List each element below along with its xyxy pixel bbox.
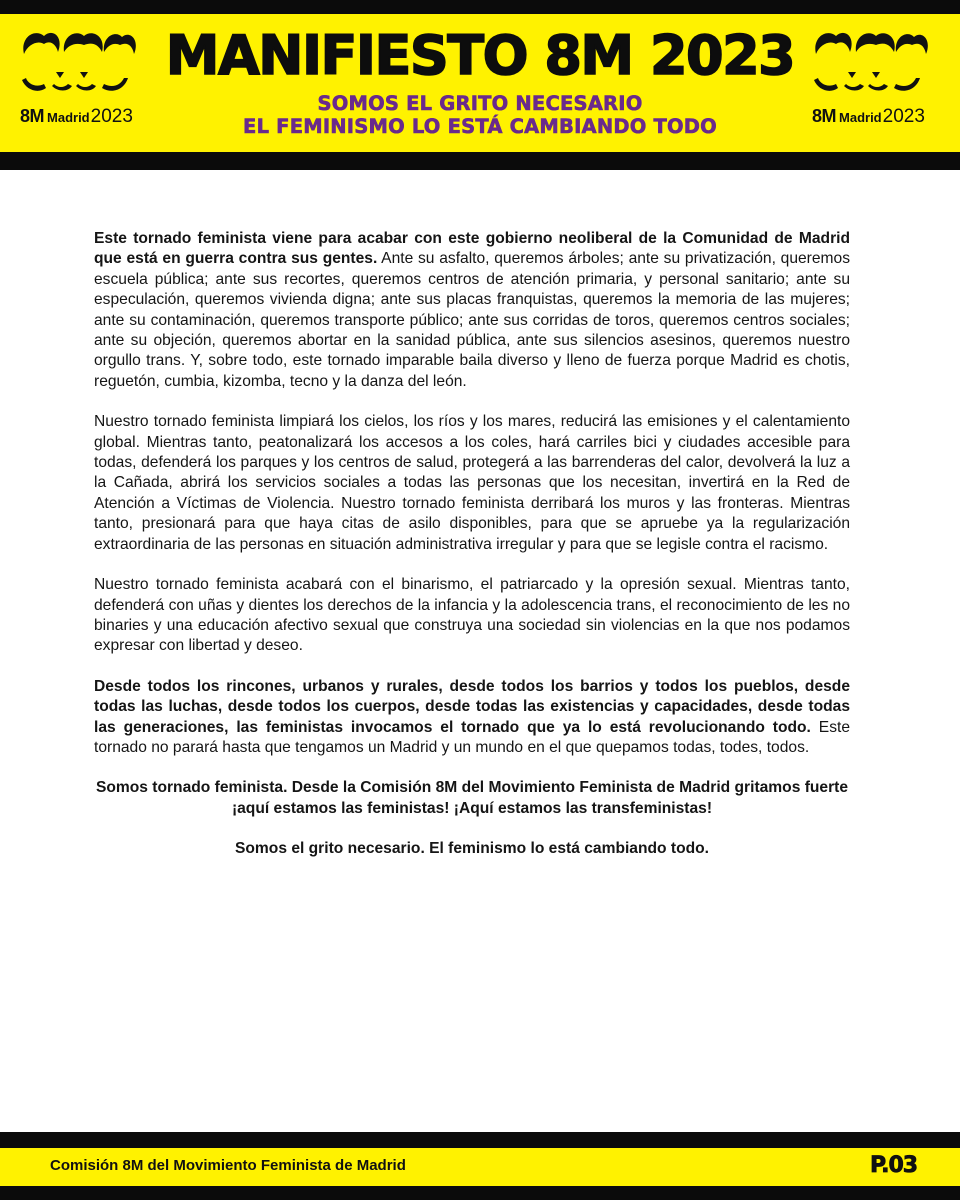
paragraph-1 — [94, 229, 850, 392]
logo-brand: 8M — [20, 106, 45, 126]
logo-8m-madrid-right — [808, 30, 944, 130]
logo-brand: 8M — [812, 106, 837, 126]
page-number: P.03 — [870, 1153, 918, 1178]
footer-organization: Comisión 8M del Movimiento Feminista de Madrid — [50, 1157, 406, 1174]
logo-text-right — [812, 106, 925, 128]
logo-year: 2023 — [90, 106, 133, 127]
paragraph-4-text: Este tornado no parará hasta que tengamos un Madrid y un mundo en el que quepamos todas, todes, todos. — [94, 718, 851, 756]
manifesto-body — [94, 229, 850, 880]
page-subtitle — [160, 92, 800, 138]
paragraph-3: Nuestro tornado feminista acabará con el binarismo, el patriarcado y la opresión sexual. Mientras tanto, defenderá con uñas y dientes los derechos de la infancia y la adolescencia trans, el reconocimiento de les no binaries y una educación afectivo sexual que construya una sociedad sin violencias en la que nos podamos expresar con libertad y deseo. — [94, 576, 850, 655]
footer-black-band-bottom — [0, 1186, 960, 1200]
subtitle-line-2: EL FEMINISMO LO ESTÁ CAMBIANDO TODO — [243, 115, 717, 138]
paragraph-4 — [94, 677, 850, 759]
paragraph-4-bold-lead: Desde todos los rincones, urbanos y rurales, desde todos los barrios y todos los pueblos, desde todas las luchas, desde todos los cuerpos, desde todas las existencias y capacidades, desde todas las generaciones, las feministas invocamos el tornado que ya lo está revolucionando todo. — [94, 677, 850, 736]
closing-statement: Somos tornado feminista. Desde la Comisión 8M del Movimiento Feminista de Madrid gritamos fuerte ¡aquí estamos las feministas! ¡Aquí estamos las transfeministas! — [95, 779, 849, 817]
three-women-faces-logo-icon — [16, 30, 136, 104]
page-title: MANIFIESTO 8M 2023 — [165, 24, 795, 87]
paragraph-1-bold-lead: Este tornado feminista viene para acabar con este gobierno neoliberal de la Comunidad de Madrid que está en guerra contra sus gentes. — [94, 230, 850, 268]
paragraph-2: Nuestro tornado feminista limpiará los cielos, los ríos y los mares, reducirá las emisiones y el calentamiento global. Mientras tanto, peatonalizará los accesos a los coles, hará carriles bici y ciudades accesible para todas, defenderá los parques y los centros de salud, protegerá a las barrenderas del calor, devolverá la luz a la Cañada, abrirá los servicios sociales a todas las personas que los necesitan, invertirá en la Red de Atención a Víctimas de Violencia. Nuestro tornado feminista derribará los muros y las fronteras. Mientras tanto, presionará para que haya citas de asilo disponibles, para que se apruebe ya la regularización extraordinaria de las personas en situación administrativa irregular y para que se legisle contra el racismo. — [94, 413, 850, 553]
footer-black-band-top — [0, 1132, 960, 1148]
paragraph-1-text: Ante su asfalto, queremos árboles; ante su privatización, queremos escuela pública; ante sus recortes, queremos centros de atención primaria, y personal sanitario; ante su especulación, queremos vivienda digna; ante sus placas franquistas, queremos la memoria de las mujeres; ante su contaminación, queremos transporte público; ante sus corridas de toros, queremos centros sociales; ante su objeción, queremos abortar en la sanidad pública, ante sus silencios asesinos, queremos nuestro orgullo trans. Y, sobre todo, este tornado imparable baila diverso y lleno de fuerza porque Madrid es chotis, reguetón, cumbia, kizomba, tecno y la danza del león. — [94, 250, 850, 390]
logo-city: Madrid — [839, 110, 882, 125]
subtitle-line-1: SOMOS EL GRITO NECESARIO — [317, 92, 643, 115]
top-black-band — [0, 0, 960, 14]
logo-8m-madrid-left — [16, 30, 152, 130]
closing-slogan: Somos el grito necesario. El feminismo lo está cambiando todo. — [235, 840, 709, 858]
logo-text-left — [20, 106, 133, 128]
header-black-band — [0, 152, 960, 170]
logo-city: Madrid — [47, 110, 90, 125]
logo-year: 2023 — [882, 106, 925, 127]
three-women-faces-logo-icon — [808, 30, 928, 104]
